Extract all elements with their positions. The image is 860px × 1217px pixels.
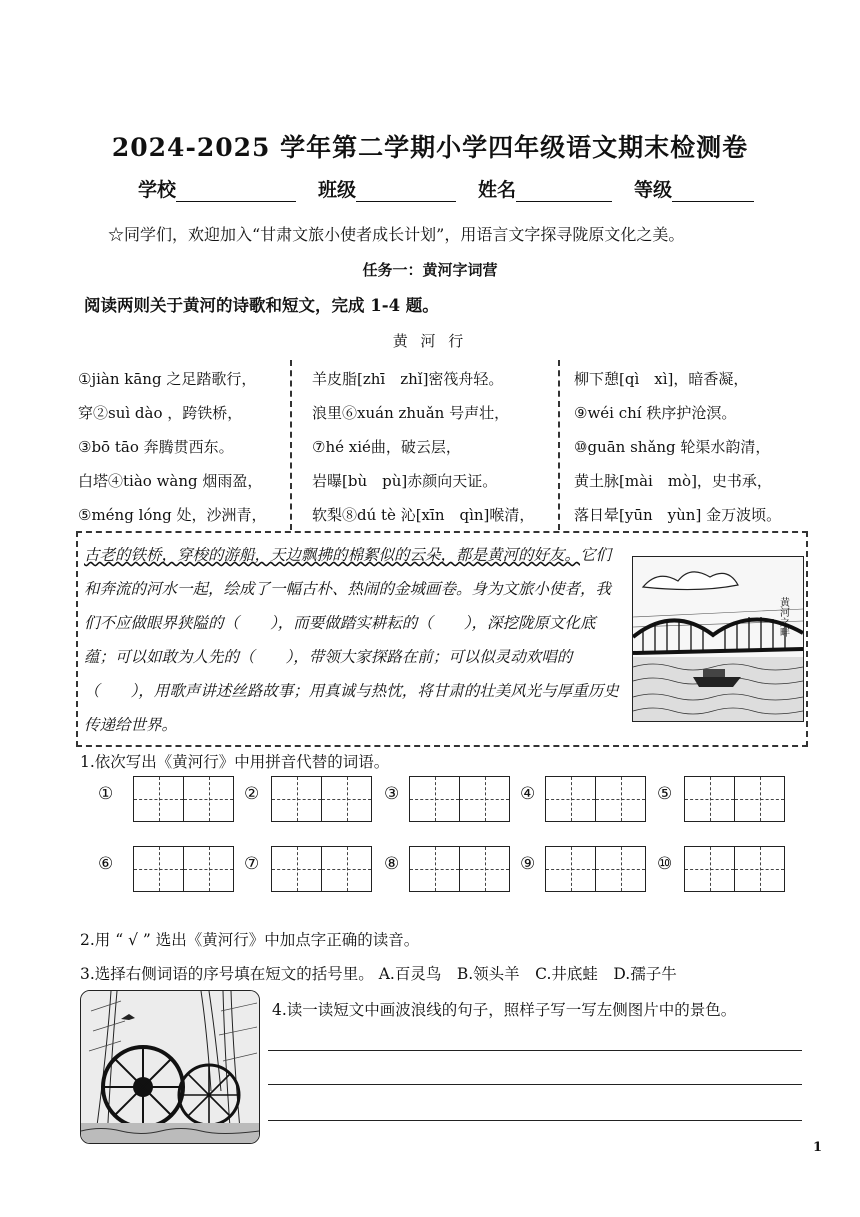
passage-rest: 它们和奔流的河水一起，绘成了一幅古朴、热闹的金城画卷。身为文旅小使者，我们不应做眼界狭隘的（ ），而要做踏实耕耘的（ ），深挖陇原文化底蕴；可以如敢为人先的（ ），带领大家探路在前；可以似灵动欢唱的（ ），用歌声讲述丝路故事；用真诚与热忱，将甘肃的壮美风光与厚重历史传递给世界。 [84,546,619,734]
answer-box-8[interactable] [409,846,510,892]
answer-box-1[interactable] [133,776,234,822]
writing-line[interactable] [268,1084,802,1085]
reading-instruction: 阅读两则关于黄河的诗歌和短文，完成 1-4 题。 [84,296,439,315]
question-4: 4.读一读短文中画波浪线的句子，照样子写一写左侧图片中的景色。 [272,1001,737,1019]
waterwheel-illustration [81,991,259,1143]
answer-number: ④ [520,784,536,804]
poem-line: 穿②suì dào ，跨铁桥， [78,404,243,422]
answer-number: ③ [384,784,400,804]
poem-line: ①jiàn kāng 之足踏歌行， [78,370,257,388]
answer-number: ⑤ [657,784,673,804]
answer-number: ⑦ [244,854,260,874]
grade-blank[interactable] [672,183,754,202]
poem-line: ⑩guān shǎng 轮渠水韵清， [574,438,771,456]
poem-line: 落日晕[yūn yùn] 金万波顷。 [574,506,782,524]
passage-text [84,538,624,742]
answer-box-6[interactable] [133,846,234,892]
iron-bridge-picture [632,556,804,722]
picture-caption: 黄河之畔 [777,597,789,637]
task-heading: 任务一：黄河字词营 [362,261,498,279]
name-blank[interactable] [516,183,612,202]
column-divider [558,360,560,530]
question-2: 2.用 “ √ ” 选出《黄河行》中加点字正确的读音。 [80,931,420,949]
answer-box-9[interactable] [545,846,646,892]
poem-column-3 [574,362,781,532]
answer-box-3[interactable] [409,776,510,822]
class-label: 班级 [318,179,357,201]
answer-box-5[interactable] [684,776,785,822]
column-divider [290,360,292,530]
writing-line[interactable] [268,1120,802,1121]
answer-number: ⑧ [384,854,400,874]
answer-box-2[interactable] [271,776,372,822]
class-blank[interactable] [356,183,456,202]
exam-title: 2024-2025 学年第二学期小学四年级语文期末检测卷 [111,133,749,162]
answer-box-10[interactable] [684,846,785,892]
poem-line: ⑦hé xié曲，破云层， [312,438,461,456]
name-label: 姓名 [478,179,517,201]
answer-number: ② [244,784,260,804]
poem-line: 浪里⑥xuán zhuǎn 号声壮， [312,404,510,422]
waterwheel-picture [80,990,260,1144]
question-3: 3.选择右侧词语的序号填在短文的括号里。 A.百灵鸟 B.领头羊 C.井底蛙 D.孺子牛 [80,965,677,983]
answer-number: ① [98,784,114,804]
intro-text: ☆同学们，欢迎加入“甘肃文旅小使者成长计划”，用语言文字探寻陇原文化之美。 [108,225,685,244]
poem-line: 柳下憩[qì xì]，暗香凝， [574,370,749,388]
poem-column-2 [312,362,534,532]
poem-line: ③bō tāo 奔腾贯西东。 [78,438,234,456]
poem-line: 黄土脉[mài mò]，史书承， [574,472,772,490]
poem-line: 羊皮脂[zhī zhǐ]密筏舟轻。 [312,370,504,388]
poem-column-1 [78,362,266,532]
wavy-underlined-sentence: 古老的铁桥，穿梭的游船，天边飘拂的棉絮似的云朵，都是黄河的好友。 [84,546,581,564]
poem-line: 白塔④tiào wàng 烟雨盈， [78,472,263,490]
answer-number: ⑨ [520,854,536,874]
poem-line: ⑤méng lóng 处，沙洲青， [78,506,267,524]
school-blank[interactable] [176,183,296,202]
poem-line: 软梨⑧dú tè 沁[xīn qìn]喉清， [312,506,535,524]
bridge-illustration [633,557,803,721]
poem-title: 黄 河 行 [392,332,468,350]
answer-number: ⑥ [98,854,114,874]
page-number: 1 [812,1140,822,1155]
question-1: 1.依次写出《黄河行》中用拼音代替的词语。 [80,753,390,771]
answer-box-4[interactable] [545,776,646,822]
school-label: 学校 [138,179,177,201]
answer-number: ⑩ [657,854,673,874]
answer-box-7[interactable] [271,846,372,892]
writing-line[interactable] [268,1050,802,1051]
poem-line: ⑨wéi chí 秩序护沧溟。 [574,404,737,422]
grade-label: 等级 [634,179,673,201]
poem-line: 岩曝[bù pù]赤颜向天证。 [312,472,498,490]
